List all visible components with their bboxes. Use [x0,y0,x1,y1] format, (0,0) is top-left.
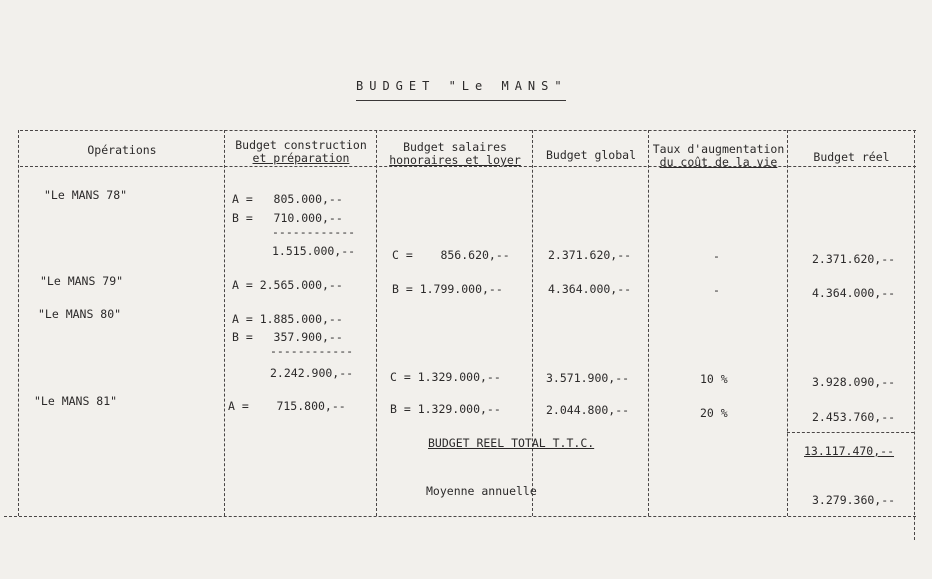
total-label: BUDGET REEL TOTAL T.T.C. [428,436,595,450]
taux-79: - [713,283,720,297]
global-81: 2.044.800,-- [546,403,630,417]
column-border-2 [376,130,377,516]
column-border-3 [532,130,533,516]
global-78: 2.371.620,-- [548,248,632,262]
title-underline [356,100,566,101]
construction-78-b: B = 710.000,-- [232,211,343,225]
column-border-1 [224,130,225,516]
global-79: 4.364.000,-- [548,282,632,296]
taux-78: - [713,249,720,263]
reel-78: 2.371.620,-- [812,252,896,266]
operation-79: "Le MANS 79" [40,274,124,288]
reel-81: 2.453.760,-- [812,410,896,424]
header-reel: Budget réel [813,150,890,164]
construction-80-a: A = 1.885.000,-- [232,312,343,326]
header-operations: Opérations [87,143,157,157]
reel-79: 4.364.000,-- [812,286,896,300]
operation-78: "Le MANS 78" [44,188,128,202]
salaires-81: B = 1.329.000,-- [390,402,501,416]
salaires-79: B = 1.799.000,-- [392,282,503,296]
column-border-left [18,130,19,516]
header-salaires-line2: honoraires et loyer [389,153,521,167]
column-border-4 [648,130,649,516]
moyenne-label: Moyenne annuelle [426,484,537,498]
moyenne-value: 3.279.360,-- [812,493,896,507]
header-taux-line2: du coût de la vie [659,155,778,169]
salaires-78: C = 856.620,-- [392,248,510,262]
header-global: Budget global [545,148,636,162]
global-80: 3.571.900,-- [546,371,630,385]
column-border-5 [787,130,788,516]
taux-80: 10 % [700,372,728,386]
table-top-border [20,130,916,131]
header-construction-line2: et préparation [252,151,350,165]
salaires-80: C = 1.329.000,-- [390,370,501,384]
construction-78-a: A = 805.000,-- [232,192,343,206]
table-bottom-border [4,516,916,517]
operation-80: "Le MANS 80" [38,307,122,321]
document-title: BUDGET "Le MANS" [356,79,568,93]
total-separator [787,432,914,433]
construction-81-a: A = 715.800,-- [228,399,346,413]
construction-78-rule: ------------ [272,225,356,239]
header-construction-line1: Budget construction [235,138,367,152]
header-salaires-line1: Budget salaires [403,140,507,154]
construction-80-total: 2.242.900,-- [270,366,354,380]
construction-78-total: 1.515.000,-- [272,244,356,258]
construction-80-b: B = 357.900,-- [232,330,343,344]
operation-81: "Le MANS 81" [34,394,118,408]
taux-81: 20 % [700,406,728,420]
column-border-right [914,130,915,540]
construction-79-a: A = 2.565.000,-- [232,278,343,292]
construction-80-rule: ------------ [270,344,354,358]
reel-80: 3.928.090,-- [812,375,896,389]
header-taux-line1: Taux d'augmentation [652,142,785,156]
total-value: 13.117.470,-- [804,444,895,458]
